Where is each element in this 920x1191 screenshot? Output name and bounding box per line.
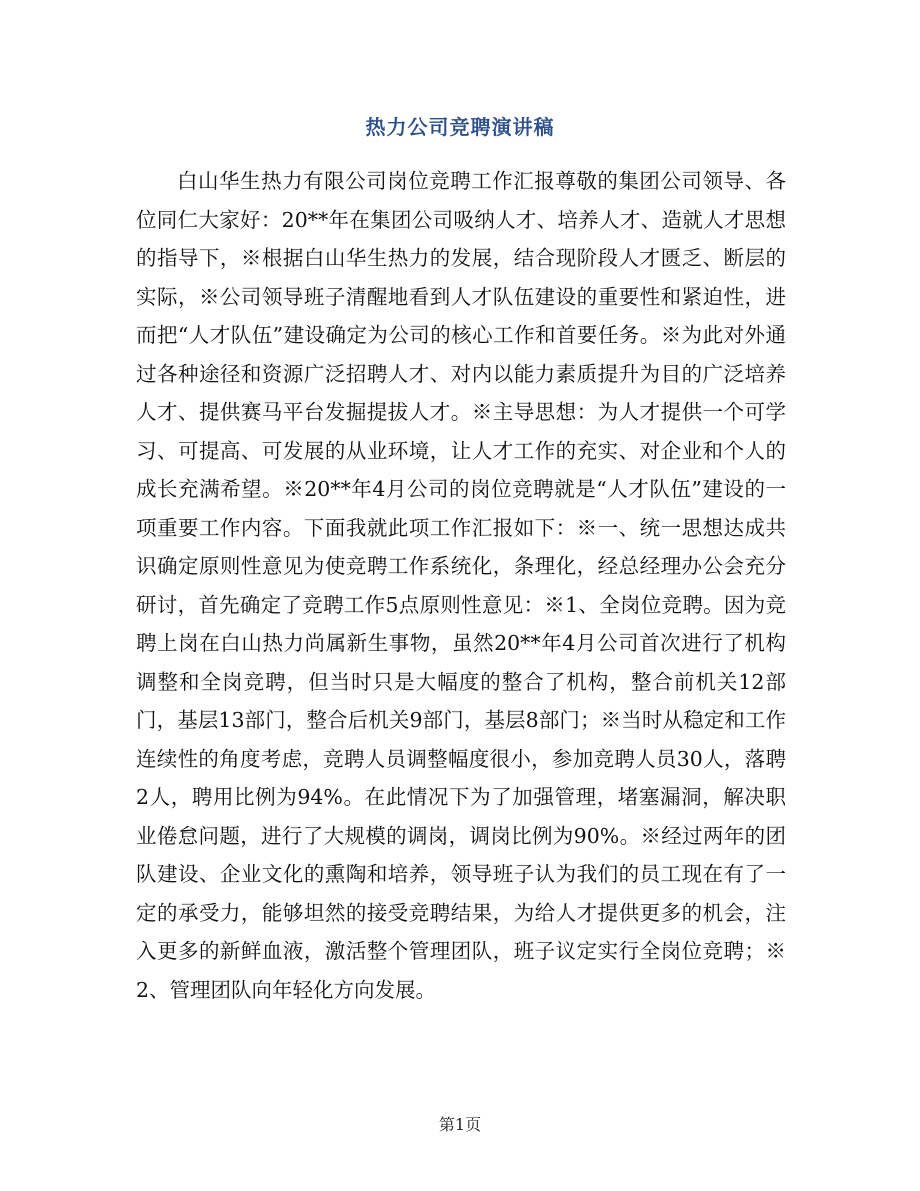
document-title: 热力公司竞聘演讲稿 xyxy=(365,115,555,139)
page-number: 第1页 xyxy=(438,1115,482,1134)
document-body-paragraph: 白山华生热力有限公司岗位竞聘工作汇报尊敬的集团公司领导、各位同仁大家好：20**年在集团公司吸纳人才、培养人才、造就人才思想的指导下，※根据白山华生热力的发展，结合现阶段人才匮乏、断层的实际，※公司领导班子清醒地看到人才队伍建设的重要性和紧迫性，进而把“人才队伍”建设确定为公司的核心工作和首要任务。※为此对外通过各种途径和资源广泛招聘人才、对内以能力素质提升为目的广泛培养人才、提供赛马平台发掘提拔人才。※主导思想：为人才提供一个可学习、可提高、可发展的从业环境，让人才工作的充实、对企业和个人的成长充满希望。※20**年4月公司的岗位竞聘就是“人才队伍”建设的一项重要工作内容。下面我就此项工作汇报如下：※一、统一思想达成共识确定原则性意见为使竞聘工作系统化，条理化，经总经理办公会充分研讨，首先确定了竞聘工作5点原则性意见：※1、全岗位竞聘。因为竞聘上岗在白山热力尚属新生事物，虽然20**年4月公司首次进行了机构调整和全岗竞聘，但当时只是大幅度的整合了机构，整合前机关12部门，基层13部门，整合后机关9部门，基层8部门；※当时从稳定和工作连续性的角度考虑，竞聘人员调整幅度很小，参加竞聘人员30人，落聘2人，聘用比例为94%。在此情况下为了加强管理，堵塞漏洞，解决职业倦怠问题，进行了大规模的调岗，调岗比例为90%。※经过两年的团队建设、企业文化的熏陶和培养，领导班子认为我们的员工现在有了一定的承受力，能够坦然的接受竞聘结果，为给人才提供更多的机会，注入更多的新鲜血液，激活整个管理团队，班子议定实行全岗位竞聘；※2、管理团队向年轻化方向发展。 xyxy=(136,169,786,1002)
